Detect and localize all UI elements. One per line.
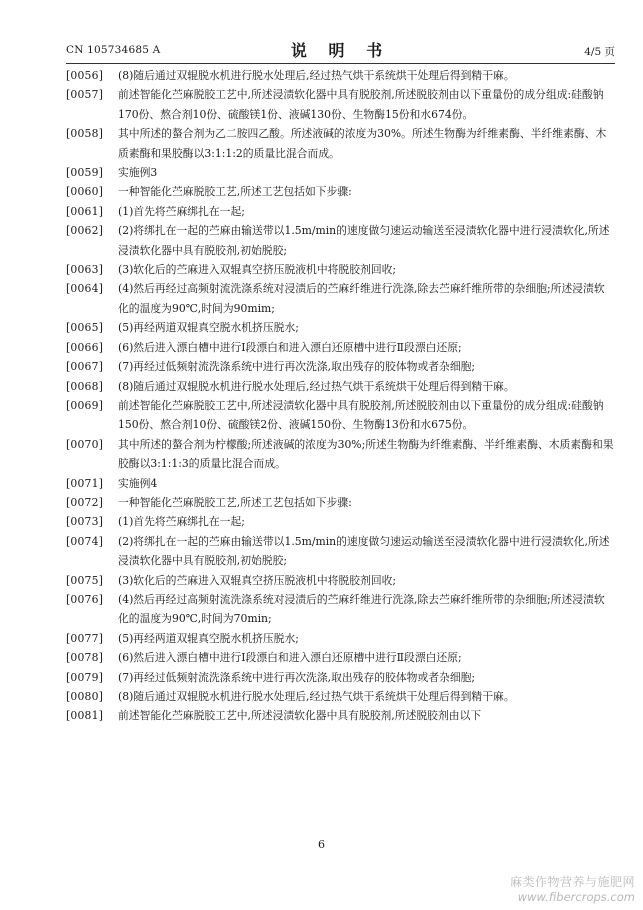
page-number: 6 — [318, 838, 325, 851]
watermark — [510, 873, 635, 904]
paragraph — [66, 85, 615, 124]
paragraph-text: 实施例4 — [118, 476, 158, 490]
paragraph-number: [0060] — [66, 185, 104, 199]
page-indicator: 4/5 页 — [584, 46, 615, 58]
paragraph-text: (8)随后通过双辊脱水机进行脱水处理后,经过热气烘干系统烘干处理后得到精干麻。 — [118, 69, 515, 82]
paragraph-number: [0070] — [66, 437, 104, 451]
paragraph — [66, 668, 615, 687]
paragraph-number: [0068] — [66, 379, 104, 393]
paragraph-number: [0079] — [66, 670, 104, 684]
paragraph-number: [0058] — [66, 127, 104, 141]
watermark-site-name: 麻类作物营养与施肥网 — [509, 875, 635, 889]
paragraph — [66, 435, 615, 474]
header-divider — [66, 63, 615, 64]
paragraph-text: (6)然后进入漂白槽中进行I段漂白和进入漂白还原槽中进行Ⅱ段漂白还原; — [118, 651, 462, 665]
paragraph — [66, 279, 615, 318]
paragraph-number: [0059] — [66, 166, 104, 180]
paragraph — [66, 687, 615, 706]
paragraph — [66, 377, 615, 396]
paragraph-text: 一种智能化苎麻脱胶工艺,所述工艺包括如下步骤: — [118, 185, 352, 199]
paragraph — [66, 202, 615, 221]
document-title: 说 明 书 — [290, 41, 391, 60]
paragraph-number: [0062] — [66, 224, 104, 238]
publication-number: CN 105734685 A — [66, 44, 161, 56]
paragraph-text: 其中所述的螯合剂为乙二胺四乙酸。所述液碱的浓度为30%。所述生物酶为纤维素酶、半纤维素酶、木质素酶和果胶酶以3:1:1:2的质量比混合而成。 — [118, 127, 607, 160]
paragraph — [66, 221, 615, 260]
paragraph — [66, 493, 615, 512]
paragraph — [66, 338, 615, 357]
paragraph-number: [0061] — [66, 204, 104, 218]
paragraph-text: (3)软化后的苎麻进入双辊真空挤压脱液机中将脱胶剂回收; — [118, 573, 397, 587]
paragraph-number: [0063] — [66, 263, 104, 277]
paragraph-number: [0065] — [66, 321, 104, 335]
paragraph-number: [0071] — [66, 476, 104, 490]
paragraph — [66, 629, 615, 648]
paragraph-number: [0076] — [66, 592, 104, 606]
paragraph-number: [0074] — [66, 534, 104, 548]
paragraph-number: [0064] — [66, 282, 104, 296]
paragraph-text: (3)软化后的苎麻进入双辊真空挤压脱液机中将脱胶剂回收; — [118, 263, 397, 277]
paragraph — [66, 357, 615, 376]
paragraph-number: [0080] — [66, 690, 104, 703]
paragraph-text: (4)然后再经过高频射流洗涤系统对浸渍后的苎麻纤维进行洗涤,除去苎麻纤维所带的杂细胞;所述浸渍软化的温度为90℃,时间为70min; — [118, 592, 605, 626]
paragraph-number: [0069] — [66, 398, 104, 412]
paragraph-number: [0073] — [66, 515, 104, 529]
paragraph — [66, 532, 615, 571]
paragraph — [66, 571, 615, 590]
paragraph-number: [0077] — [66, 631, 104, 645]
paragraph-text: (1)首先将苎麻绑扎在一起; — [118, 204, 245, 218]
paragraph-text: (2)将绑扎在一起的苎麻由输送带以1.5m/min的速度做匀速运动输送至浸渍软化器中进行浸渍软化,所述浸渍软化器中具有脱胶剂,初始脱胶; — [118, 224, 610, 257]
paragraph-text: (6)然后进入漂白槽中进行I段漂白和进入漂白还原槽中进行Ⅱ段漂白还原; — [118, 340, 462, 354]
body-text — [66, 66, 615, 726]
paragraph-text: 其中所述的螯合剂为柠檬酸;所述液碱的浓度为30%;所述生物酶为纤维素酶、半纤维素酶、木质素酶和果胶酶以3:1:1:3的质量比混合而成。 — [118, 437, 614, 471]
paragraph — [66, 648, 615, 667]
paragraph-text: 实施例3 — [118, 166, 158, 180]
paragraph-number: [0066] — [66, 340, 104, 354]
paragraph-text: (5)再经两道双辊真空脱水机挤压脱水; — [118, 631, 299, 645]
paragraph — [66, 182, 615, 201]
paragraph — [66, 318, 615, 337]
paragraph — [66, 66, 615, 85]
paragraph — [66, 512, 615, 531]
watermark-site-url: www.fibercrops.com — [517, 890, 635, 904]
paragraph-text: 一种智能化苎麻脱胶工艺,所述工艺包括如下步骤: — [118, 495, 352, 509]
paragraph-text: 前述智能化苎麻脱胶工艺中,所述浸渍软化器中具有脱胶剂,所述脱胶剂由以下 — [118, 709, 482, 723]
paragraph — [66, 590, 615, 629]
paragraph-text: (7)再经过低频射流洗涤系统中进行再次洗涤,取出残存的胶体物或者杂细胞; — [118, 670, 476, 684]
paragraph-text: (2)将绑扎在一起的苎麻由输送带以1.5m/min的速度做匀速运动输送至浸渍软化器中进行浸渍软化,所述浸渍软化器中具有脱胶剂,初始脱胶; — [118, 534, 610, 568]
paragraph-number: [0075] — [66, 573, 104, 587]
paragraph-number: [0067] — [66, 360, 104, 374]
paragraph — [66, 260, 615, 279]
paragraph-text: (1)首先将苎麻绑扎在一起; — [118, 515, 245, 529]
paragraph-text: (8)随后通过双辊脱水机进行脱水处理后,经过热气烘干系统烘干处理后得到精干麻。 — [118, 379, 515, 393]
paragraph — [66, 706, 615, 725]
paragraph-text: (8)随后通过双辊脱水机进行脱水处理后,经过热气烘干系统烘干处理后得到精干麻。 — [118, 690, 515, 703]
paragraph-text: (7)再经过低频射流洗涤系统中进行再次洗涤,取出残存的胶体物或者杂细胞; — [118, 360, 476, 374]
paragraph-number: [0078] — [66, 651, 104, 665]
paragraph — [66, 124, 615, 163]
paragraph-text: (4)然后再经过高频射流洗涤系统对浸渍后的苎麻纤维进行洗涤,除去苎麻纤维所带的杂细胞;所述浸渍软化的温度为90℃,时间为90mim; — [118, 282, 605, 315]
paragraph — [66, 163, 615, 182]
page-header — [66, 38, 615, 62]
paragraph-text: 前述智能化苎麻脱胶工艺中,所述浸渍软化器中具有脱胶剂,所述脱胶剂由以下重量份的成分组成:硅酸钠170份、熬合剂10份、硫酸镁1份、液碱130份、生物酶15份和水674份。 — [118, 88, 604, 121]
paragraph-text: (5)再经两道双辊真空脱水机挤压脱水; — [118, 321, 299, 335]
paragraph-number: [0081] — [66, 709, 104, 723]
paragraph — [66, 396, 615, 435]
paragraph-number: [0056] — [66, 69, 104, 82]
paragraph-number: [0072] — [66, 495, 104, 509]
paragraph-number: [0057] — [66, 88, 104, 102]
paragraph-text: 前述智能化苎麻脱胶工艺中,所述浸渍软化器中具有脱胶剂,所述脱胶剂由以下重量份的成分组成:硅酸钠150份、熬合剂10份、硫酸镁2份、液碱150份、生物酶13份和水675份。 — [118, 398, 604, 432]
paragraph — [66, 474, 615, 493]
